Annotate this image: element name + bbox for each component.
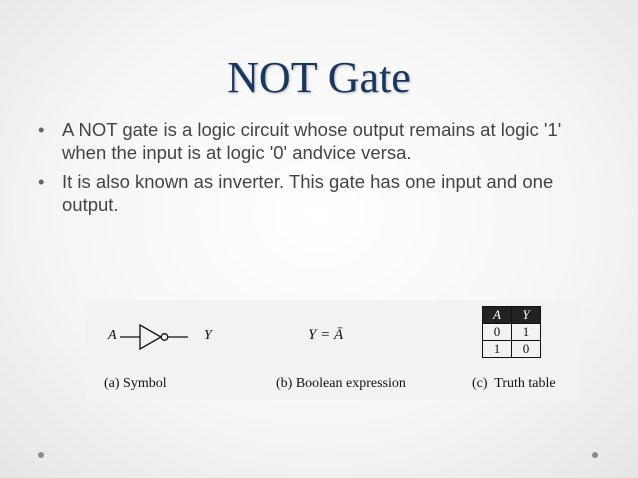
symbol-input-label: A [108, 328, 117, 343]
truth-table-header-row [483, 307, 541, 324]
table-row [483, 341, 541, 358]
left-decorative-dot-icon [38, 452, 44, 458]
truth-table [482, 306, 541, 358]
not-gate-figure [86, 300, 580, 400]
bullet-icon: • [38, 171, 45, 192]
truth-table-header: A [483, 307, 512, 324]
symbol-output-label: Y [204, 328, 212, 343]
bullet-text: A NOT gate is a logic circuit whose output remains at logic '1' when the input is at logic '0' andvice versa. [62, 119, 562, 163]
table-cell: 0 [483, 324, 512, 341]
bullet-list [38, 118, 608, 222]
bullet-item [38, 118, 608, 164]
expression-caption: (b) Boolean expression [276, 376, 406, 391]
bullet-icon: • [38, 119, 45, 140]
bullet-text: It is also known as inverter. This gate has one input and one output. [62, 171, 554, 215]
table-cell: 1 [512, 324, 541, 341]
table-cell: 1 [483, 341, 512, 358]
not-gate-symbol-icon [120, 322, 190, 352]
slide-title: NOT Gate [227, 53, 411, 102]
boolean-expression: Y = Ā [308, 327, 344, 343]
symbol-caption: (a) Symbol [104, 376, 167, 391]
truth-table-header: Y [512, 307, 541, 324]
bullet-item [38, 170, 608, 216]
right-decorative-dot-icon [592, 452, 598, 458]
table-row [483, 324, 541, 341]
truth-table-caption: (c) Truth table [472, 376, 556, 391]
table-cell: 0 [512, 341, 541, 358]
